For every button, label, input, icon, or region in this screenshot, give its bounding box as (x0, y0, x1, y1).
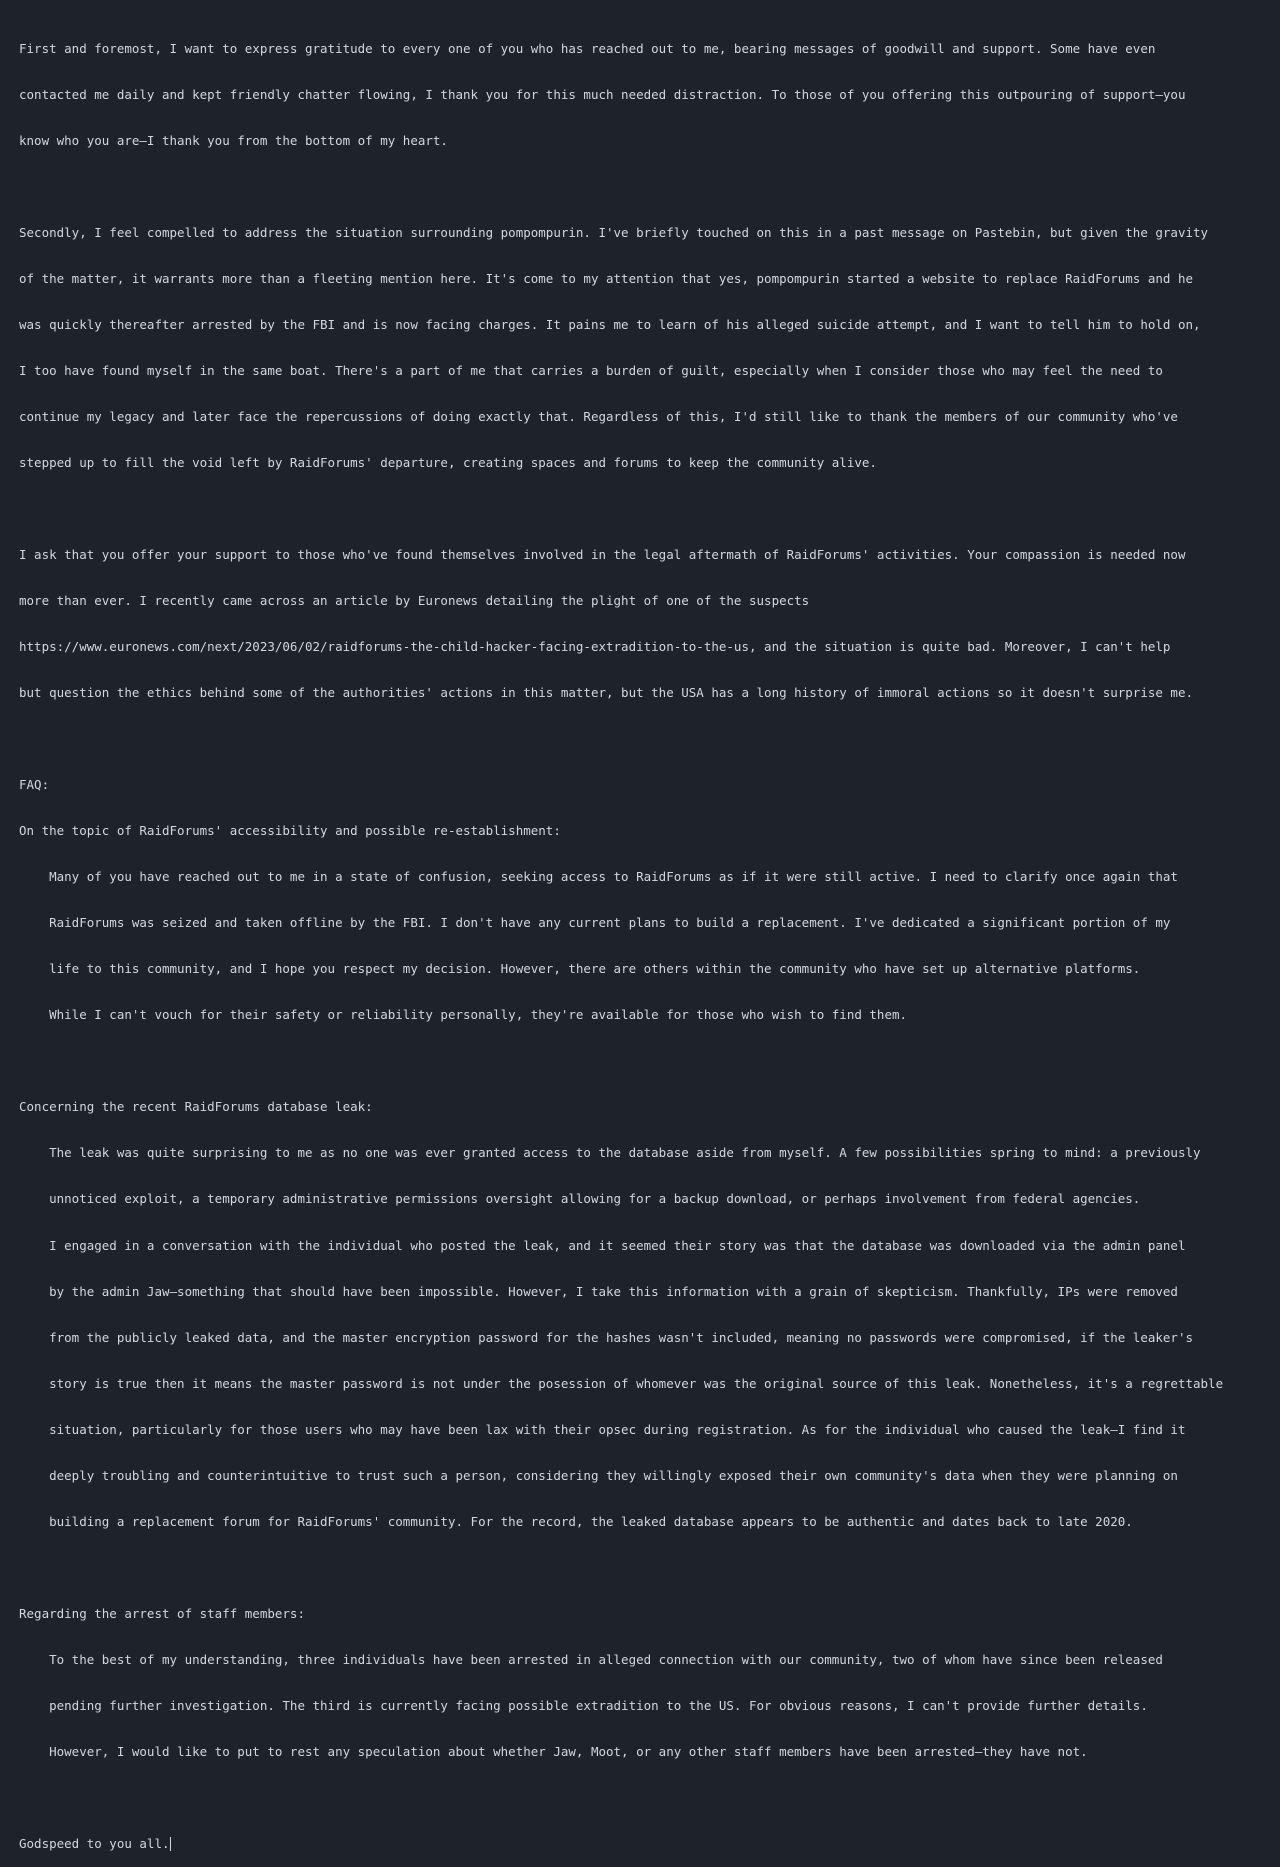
text-line (19, 1560, 1280, 1575)
text-line: Regarding the arrest of staff members: (19, 1605, 305, 1621)
text-line: story is true then it means the master password is not under the posession of whomever was the original source of this leak. Nonetheless, it's a regrettable (19, 1375, 1224, 1391)
text-line: I too have found myself in the same boat. There's a part of me that carries a burden of guilt, especially when I consider those who may feel the need to (19, 362, 1163, 378)
text-line: Secondly, I feel compelled to address the situation surrounding pompompurin. I've briefly touched on this in a past message on Pastebin, but given the gravity (19, 224, 1209, 240)
text-line: I ask that you offer your support to those who've found themselves involved in the legal aftermath of RaidForums' activities. Your compassion is needed now (19, 547, 1186, 563)
text-line: unnoticed exploit, a temporary administrative permissions oversight allowing for a backup download, or perhaps involvement from federal agencies. (19, 1191, 1141, 1207)
text-line: However, I would like to put to rest any speculation about whether Jaw, Moot, or any other staff members have been arrested—they have not. (19, 1743, 1088, 1759)
text-line: of the matter, it warrants more than a fleeting mention here. It's come to my attention that yes, pompompurin started a website to replace RaidForums and he (19, 270, 1193, 286)
text-line: https://www.euronews.com/next/2023/06/02/raidforums-the-child-hacker-facing-extradition-to-the-us, and the situation is quite bad. Moreover, I can't help (19, 639, 1171, 655)
text-line: by the admin Jaw—something that should have been impossible. However, I take this information with a grain of skepticism. Thankfully, IPs were removed (19, 1283, 1178, 1299)
text-line: Godspeed to you all. (19, 1835, 170, 1851)
text-line: To the best of my understanding, three individuals have been arrested in alleged connection with our community, two of whom have since been released (19, 1651, 1163, 1667)
text-line: Concerning the recent RaidForums database leak: (19, 1099, 373, 1115)
text-line: building a replacement forum for RaidForums' community. For the record, the leaked database appears to be authentic and dates back to late 2020. (19, 1513, 1133, 1529)
text-line (19, 731, 1280, 746)
text-line (19, 1790, 1280, 1805)
text-line: situation, particularly for those users who may have been lax with their opsec during registration. As for the individual who caused the leak—I find it (19, 1421, 1186, 1437)
text-line: FAQ: (19, 777, 50, 793)
text-line: stepped up to fill the void left by RaidForums' departure, creating spaces and forums to keep the community alive. (19, 454, 877, 470)
text-line: First and foremost, I want to express gratitude to every one of you who has reached out to me, bearing messages of goodwill and support. Some have even (19, 40, 1156, 56)
text-line: continue my legacy and later face the repercussions of doing exactly that. Regardless of this, I'd still like to thank the members of our community who've (19, 408, 1178, 424)
text-line: Many of you have reached out to me in a state of confusion, seeking access to RaidForums as if it were still active. I need to clarify once again that (19, 869, 1178, 885)
text-line: deeply troubling and counterintuitive to trust such a person, considering they willingly exposed their own community's data when they were planning on (19, 1467, 1178, 1483)
text-line: On the topic of RaidForums' accessibility and possible re-establishment: (19, 823, 561, 839)
text-line: contacted me daily and kept friendly chatter flowing, I thank you for this much needed distraction. To those of you offering this outpouring of support—you (19, 86, 1186, 102)
text-line (19, 501, 1280, 516)
text-line: While I can't vouch for their safety or reliability personally, they're available for those who wish to find them. (19, 1007, 908, 1023)
text-line: was quickly thereafter arrested by the FBI and is now facing charges. It pains me to learn of his alleged suicide attempt, and I want to tell him to hold on, (19, 316, 1201, 332)
text-line: but question the ethics behind some of the authorities' actions in this matter, but the USA has a long history of immoral actions so it doesn't surprise me. (19, 685, 1193, 701)
text-line: life to this community, and I hope you respect my decision. However, there are others within the community who have set up alternative platforms. (19, 961, 1141, 977)
text-line (19, 179, 1280, 194)
last-text-line (19, 1836, 1280, 1851)
text-line: know who you are—I thank you from the bottom of my heart. (19, 132, 448, 148)
text-cursor (170, 1837, 171, 1851)
text-line: from the publicly leaked data, and the master encryption password for the hashes wasn't included, meaning no passwords were compromised, if the leaker's (19, 1329, 1193, 1345)
text-line: The leak was quite surprising to me as no one was ever granted access to the database aside from myself. A few possibilities spring to mind: a previously (19, 1145, 1201, 1161)
text-line (19, 1053, 1280, 1068)
text-line: pending further investigation. The third is currently facing possible extradition to the US. For obvious reasons, I can't provide further details. (19, 1697, 1148, 1713)
text-line: RaidForums was seized and taken offline by the FBI. I don't have any current plans to build a replacement. I've dedicated a significant portion of my (19, 915, 1171, 931)
text-line: more than ever. I recently came across an article by Euronews detailing the plight of one of the suspects (19, 593, 810, 609)
text-line: I engaged in a conversation with the individual who posted the leak, and it seemed their story was that the database was downloaded via the admin panel (19, 1237, 1186, 1253)
